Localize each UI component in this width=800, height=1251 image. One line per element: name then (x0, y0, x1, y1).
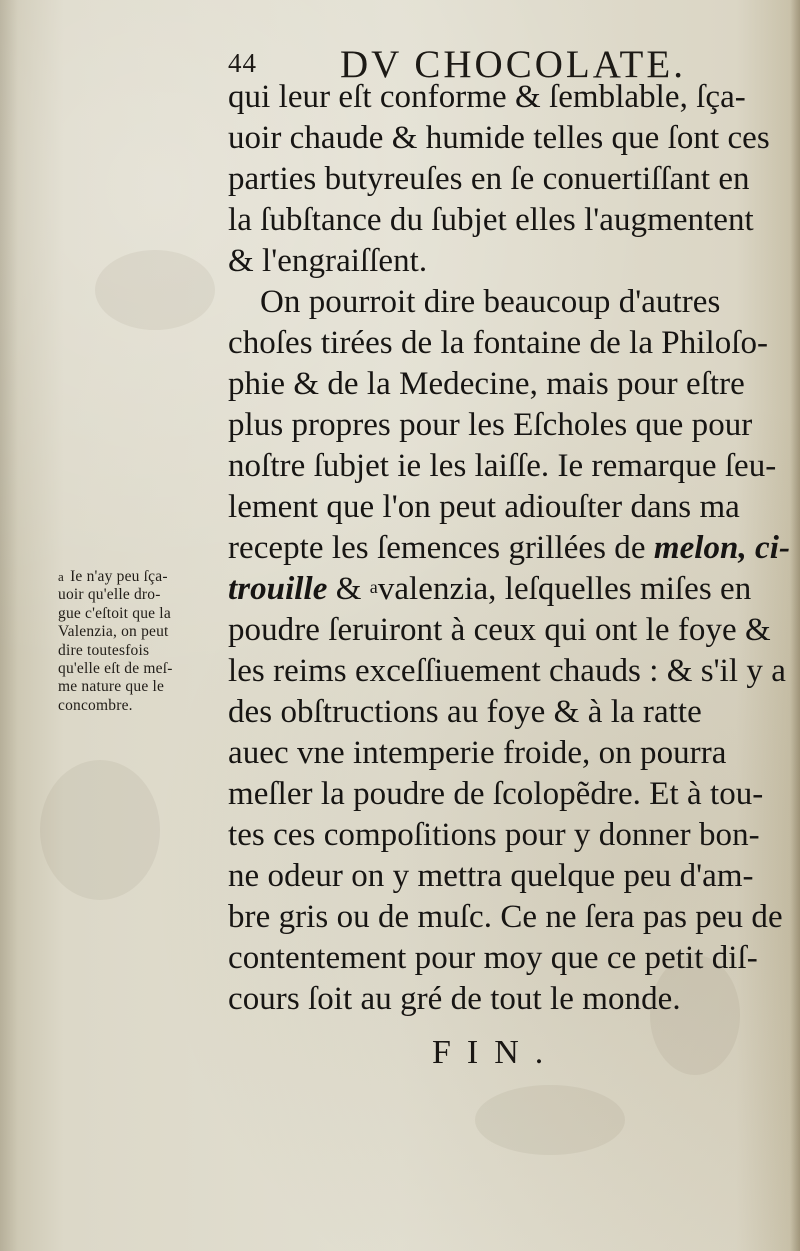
note-reference: a (369, 577, 378, 597)
text-line: des obſtructions au foye & à la ratte (228, 694, 702, 730)
running-head: DV CHOCOLATE. (340, 43, 686, 86)
margin-note-line: Valenzia, on peut (58, 623, 169, 641)
text-fragment: & (335, 571, 362, 607)
page-number: 44 (228, 48, 257, 78)
margin-note-line: dire toutesfois (58, 641, 150, 659)
text-line (228, 528, 791, 569)
margin-note (58, 568, 223, 715)
text-line: tes ces compoſitions pour y donner bon- (228, 817, 760, 853)
text-line: qui leur eſt conforme & ſemblable, ſça- (228, 79, 746, 115)
text-line: meſler la poudre de ſcolopẽdre. Et à tou- (228, 776, 764, 812)
show-through-text (260, 1055, 680, 1235)
margin-note-text: Ie n'ay peu ſça- (70, 568, 168, 585)
text-line: auec vne intemperie froide, on pourra (228, 735, 727, 771)
text-line: lement que l'on peut adiouſter dans ma (228, 489, 740, 525)
text-line: uoir chaude & humide telles que ſont ces (228, 120, 770, 156)
finis: FIN. (432, 1034, 560, 1071)
text-line: cours ſoit au gré de tout le monde. (228, 981, 681, 1017)
margin-note-line: concombre. (58, 696, 133, 714)
paper-stain (95, 250, 215, 330)
margin-note-marker: a (58, 569, 64, 584)
italic-term: trouille (228, 571, 328, 607)
margin-note-line: uoir qu'elle dro- (58, 586, 161, 604)
text-line: & l'engraiſſent. (228, 243, 428, 279)
paper-stain (40, 760, 160, 900)
main-text (228, 77, 791, 1020)
margin-note-line (58, 568, 223, 586)
text-line: poudre ſeruiront à ceux qui ont le foye & (228, 612, 771, 648)
text-line: la ſubſtance du ſubjet elles l'augmentent (228, 202, 754, 238)
text-line: parties butyreuſes en ſe conuertiſſant en (228, 161, 750, 197)
text-fragment: valenzia, leſquelles miſes en (377, 571, 752, 607)
text-line: noſtre ſubjet ie les laiſſe. Ie remarque ſeu- (228, 448, 777, 484)
margin-note-line: gue c'eſtoit que la (58, 604, 171, 622)
text-line (228, 569, 773, 610)
text-line: phie & de la Medecine, mais pour eſtre (228, 366, 745, 402)
text-line: choſes tirées de la fontaine de la Philoſo- (228, 325, 769, 361)
text-line: les reims exceſſiuement chauds : & s'il y a (228, 653, 786, 689)
text-line: plus propres pour les Eſcholes que pour (228, 407, 753, 443)
page-left-shadow (0, 0, 18, 1251)
text-line: contentement pour moy que ce petit diſ- (228, 940, 758, 976)
page-right-shadow (790, 0, 800, 1251)
margin-note-line: qu'elle eſt de meſ- (58, 660, 173, 678)
text-line: bre gris ou de muſc. Ce ne ſera pas peu de (228, 899, 783, 935)
margin-note-line: me nature que le (58, 678, 165, 696)
text-fragment: recepte les ſemences grillées de (228, 530, 646, 566)
text-line: ne odeur on y mettra quelque peu d'am- (228, 858, 754, 894)
italic-term: melon, ci- (653, 530, 791, 566)
text-line: On pourroit dire beaucoup d'autres (260, 284, 721, 320)
paper-stain (475, 1085, 625, 1155)
